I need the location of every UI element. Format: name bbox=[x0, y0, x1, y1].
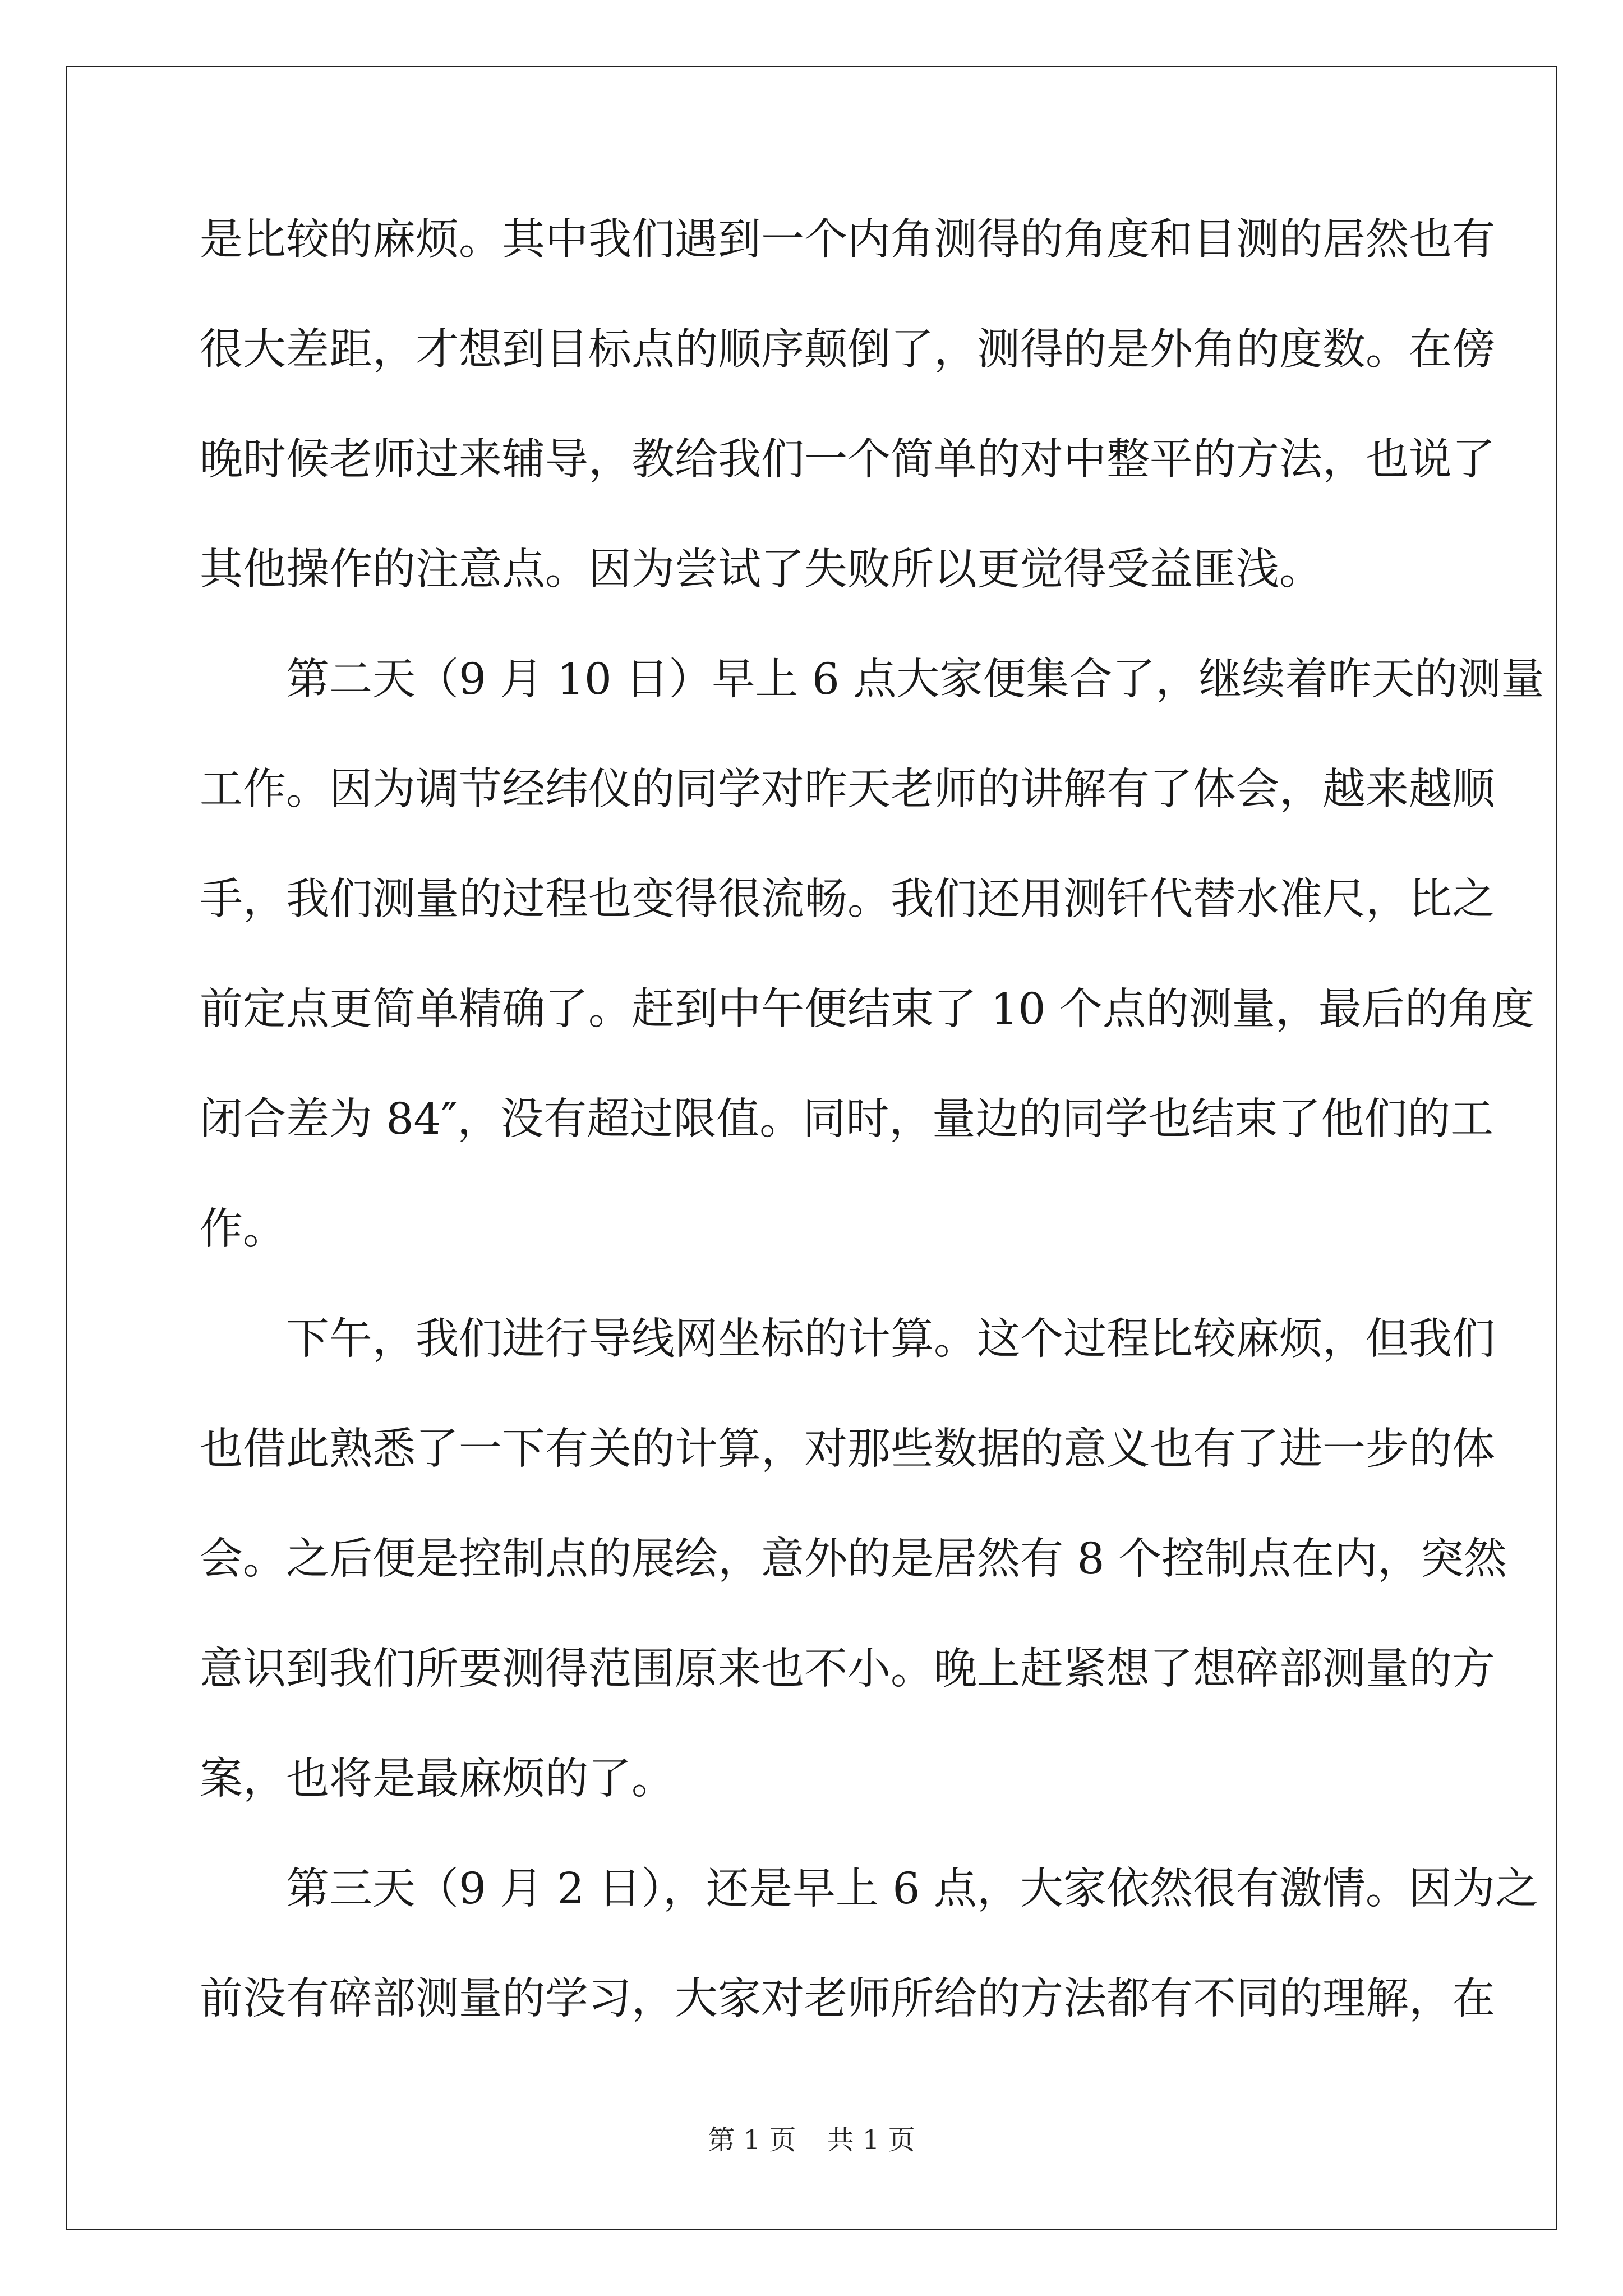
paragraph-1-line-3: 晚时候老师过来辅导，教给我们一个简单的对中整平的方法，也说了 bbox=[200, 435, 1495, 485]
paragraph-2-line-5: 闭合差为 84″，没有超过限值。同时，量边的同学也结束了他们的工 bbox=[200, 1094, 1494, 1144]
paragraph-4-line-2: 前没有碎部测量的学习，大家对老师所给的方法都有不同的理解，在 bbox=[200, 1974, 1495, 2024]
paragraph-3-line-2: 也借此熟悉了一下有关的计算，对那些数据的意义也有了进一步的体 bbox=[200, 1424, 1495, 1474]
page-total: 共 1 页 bbox=[827, 2124, 915, 2156]
paragraph-2-line-4: 前定点更简单精确了。赶到中午便结束了 10 个点的测量，最后的角度 bbox=[200, 984, 1534, 1034]
paragraph-3-line-1: 下午，我们进行导线网坐标的计算。这个过程比较麻烦，但我们 bbox=[200, 1314, 1495, 1364]
paragraph-2-line-6: 作。 bbox=[200, 1204, 286, 1254]
paragraph-3-line-3: 会。之后便是控制点的展绘，意外的是居然有 8 个控制点在内，突然 bbox=[200, 1534, 1507, 1584]
page-number: 第 1 页 bbox=[708, 2124, 796, 2156]
paragraph-1-line-2: 很大差距，才想到目标点的顺序颠倒了，测得的是外角的度数。在傍 bbox=[200, 325, 1495, 375]
body-text bbox=[200, 208, 1544, 2077]
paragraph-1-line-4: 其他操作的注意点。因为尝试了失败所以更觉得受益匪浅。 bbox=[200, 545, 1322, 595]
paragraph-3-line-5: 案，也将是最麻烦的了。 bbox=[200, 1754, 675, 1804]
paragraph-2-line-2: 工作。因为调节经纬仪的同学对昨天老师的讲解有了体会，越来越顺 bbox=[200, 765, 1495, 815]
paragraph-4-line-1: 第三天（9 月 2 日），还是早上 6 点，大家依然很有激情。因为之 bbox=[200, 1864, 1538, 1914]
paragraph-2-line-3: 手，我们测量的过程也变得很流畅。我们还用测钎代替水准尺，比之 bbox=[200, 875, 1495, 924]
paragraph-3-line-4: 意识到我们所要测得范围原来也不小。晚上赶紧想了想碎部测量的方 bbox=[200, 1644, 1495, 1694]
paragraph-2-line-1: 第二天（9 月 10 日）早上 6 点大家便集合了，继续着昨天的测量 bbox=[200, 655, 1544, 705]
page-footer bbox=[0, 2123, 1623, 2157]
paragraph-1-line-1: 是比较的麻烦。其中我们遇到一个内角测得的角度和目测的居然也有 bbox=[200, 215, 1495, 265]
